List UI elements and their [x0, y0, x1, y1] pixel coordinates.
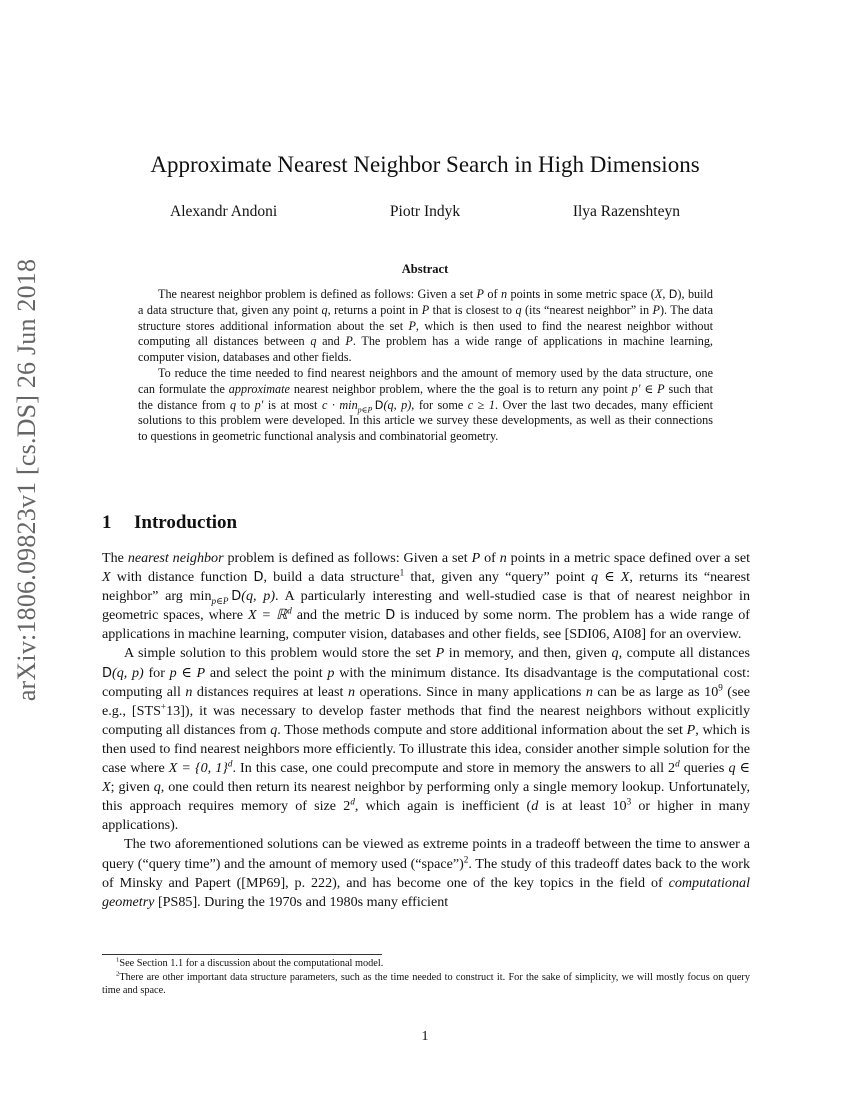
body-paragraph: A simple solution to this problem would store the set P in memory, and then, given q, compute all distances D(q, p) for p ∈ P and select the point p with the minimum distance. Its disadvantage is the computational cost: computing all n distances requires at least n operations. Since in many applications n can be as large as $10^9$ (see e.g., [STS+13]), it was necessary to develop faster methods that find the nearest neighbors without explicitly computing all distances from q. Those methods compute and store additional information about the set P, which is then used to find nearest neighbors more efficiently. To illustrate this idea, consider another simple solution for the case where X = {0, 1}$^d$. In this case, one could precompute and store in memory the answers to all 2$^d$ queries q ∈ X; given q, one could then return its nearest neighbor by performing only a single memory lookup. Unfortunately, this approach requires memory of size 2$^d$, which again is inefficient (d is at least $10^3$ or higher in many applications).: [102, 645, 751, 834]
abstract-body: [138, 287, 713, 445]
abstract-paragraph: To reduce the time needed to find nearest neighbors and the amount of memory used by the data structure, one can formulate the approximate nearest neighbor problem, where the the goal is to return any point p′ ∈ P such that the distance from q to p′ is at most $c \cdot \min_{p\in P} D(q$, p), for some c ≥ 1. Over the last two decades, many efficient solutions to this problem were developed. In this article we survey these developments, as well as their connections to questions in geometric functional analysis and combinatorial geometry.: [138, 365, 713, 444]
section-title: Introduction: [134, 512, 238, 533]
footnote-divider: [102, 954, 382, 955]
introduction-body: [102, 549, 750, 912]
page-number: 1: [421, 1029, 429, 1044]
footnote: $^1$See Section 1.1 for a discussion about the computational model.: [116, 956, 384, 969]
footnote-marker[interactable]: 2: [463, 853, 469, 864]
abstract-heading: Abstract: [401, 262, 449, 276]
arxiv-identifier-text: arXiv:1806.09823v1 [cs.DS] 26 Jun 2018: [12, 258, 41, 702]
section-number: 1: [102, 512, 112, 533]
section-heading: [102, 512, 237, 534]
body-paragraph: The nearest neighbor problem is defined as follows: Given a set P of n points in a metric space defined over a set X with distance function D, build a data structure$^1$ that, given any “query” point q ∈ X, returns its “nearest neighbor” arg $\min_{p\in P} D(q$, p). A particularly interesting and well-studied case is that of nearest neighbor in geometric spaces, where X = ℝ$^d$ and the metric D is induced by some norm. The problem has a wide range of applications in machine learning, computer vision, databases and other fields, see [SDI06, AI08] for an overview.: [102, 550, 751, 643]
footnotes: [102, 957, 750, 998]
abstract-paragraph: The nearest neighbor problem is defined as follows: Given a set P of n points in some metric space (X, D), build a data structure that, given any point q, returns a point in P that is closest to q (its “nearest neighbor” in P). The data structure stores additional information about the set P, which is then used to find the nearest neighbor without computing all distances between q and P. The problem has a wide range of applications in machine learning, computer vision, databases and other fields.: [138, 287, 714, 365]
author-list: [170, 203, 680, 221]
author: Alexandr Andoni: [170, 203, 278, 220]
footnote: $^2$There are other important data structure parameters, such as the time needed to construct it. For the sake of simplicity, we will mostly focus on query time and space.: [102, 970, 750, 997]
footnote-marker[interactable]: 1: [399, 567, 405, 578]
body-paragraph: The two aforementioned solutions can be viewed as extreme points in a tradeoff between the time to answer a query (“query time”) and the amount of memory used (“space”)$^2$. The study of this tradeoff dates back to the work of Minsky and Papert ([MP69], p. 222), and has become one of the key topics in the field of computational geometry [PS85]. During the 1970s and 1980s many efficient: [102, 836, 750, 910]
author: Piotr Indyk: [389, 203, 461, 220]
arxiv-identifier: [7, 258, 47, 702]
author: Ilya Razenshteyn: [572, 203, 680, 220]
paper-title: Approximate Nearest Neighbor Search in High Dimensions: [150, 152, 700, 177]
